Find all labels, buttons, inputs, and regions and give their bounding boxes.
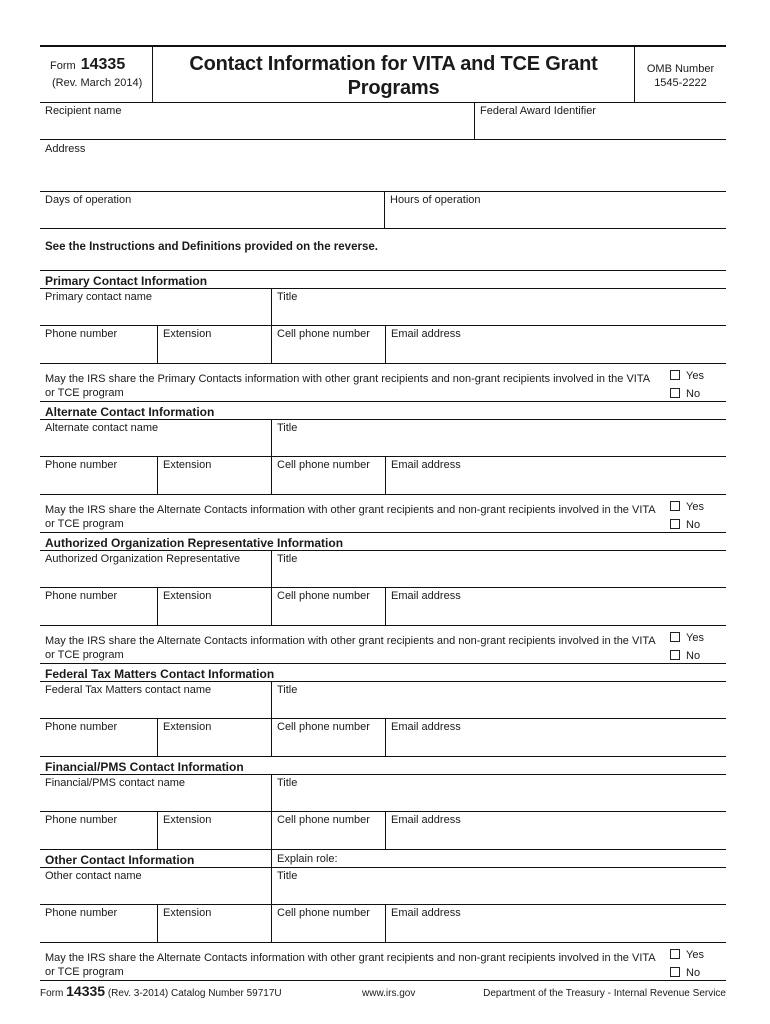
footer-department: Department of the Treasury - Internal Revenue Service — [483, 988, 726, 999]
other-share-yes[interactable] — [670, 946, 726, 964]
authorized-rep-name-field[interactable] — [40, 551, 271, 587]
financial-heading: Financial/PMS Contact Information — [40, 757, 726, 775]
other-title-label: Title — [277, 870, 298, 882]
federal-award-identifier-label: Federal Award Identifier — [480, 105, 596, 117]
alternate-phone-label: Phone number — [45, 459, 118, 471]
primary-phone-row — [40, 326, 726, 364]
federal-tax-extension-label: Extension — [163, 721, 212, 733]
authorized-cell-phone-label: Cell phone number — [277, 590, 370, 602]
alternate-email-field[interactable] — [385, 457, 726, 494]
primary-cell-phone-label: Cell phone number — [277, 328, 370, 340]
other-share-row — [40, 943, 726, 981]
other-extension-field[interactable] — [157, 905, 271, 942]
financial-name-row — [40, 775, 726, 812]
other-email-label: Email address — [391, 907, 461, 919]
federal-tax-title-label: Title — [277, 684, 298, 696]
financial-name-field[interactable] — [40, 775, 271, 811]
other-name-field[interactable] — [40, 868, 271, 904]
primary-contact-heading: Primary Contact Information — [40, 271, 726, 289]
financial-extension-label: Extension — [163, 814, 212, 826]
other-email-field[interactable] — [385, 905, 726, 942]
federal-tax-phone-label: Phone number — [45, 721, 118, 733]
no-label: No — [686, 519, 701, 531]
federal-tax-email-field[interactable] — [385, 719, 726, 756]
omb-label: OMB Number — [646, 63, 715, 75]
financial-phone-row — [40, 812, 726, 850]
authorized-extension-field[interactable] — [157, 588, 271, 625]
other-name-row — [40, 868, 726, 905]
primary-name-row — [40, 289, 726, 326]
alternate-extension-field[interactable] — [157, 457, 271, 494]
address-field[interactable] — [40, 140, 726, 191]
footer-form-label: Form — [40, 988, 64, 999]
authorized-cell-phone-field[interactable] — [271, 588, 385, 625]
other-phone-field[interactable] — [40, 905, 157, 942]
checkbox-icon[interactable] — [670, 967, 680, 977]
explain-role-field[interactable] — [271, 850, 726, 867]
footer-website: www.irs.gov — [362, 988, 416, 999]
form-14335 — [40, 45, 726, 981]
alternate-title-field[interactable] — [271, 420, 726, 456]
form-revision: (Rev. March 2014) — [52, 77, 143, 89]
alternate-extension-label: Extension — [163, 459, 212, 471]
alternate-share-no[interactable] — [670, 516, 726, 534]
authorized-share-question: May the IRS share the Alternate Contacts information with other grant recipients and non-grant recipients involved in the VITA or TCE program — [45, 635, 656, 661]
recipient-name-label: Recipient name — [45, 105, 122, 117]
other-share-question: May the IRS share the Alternate Contacts information with other grant recipients and non-grant recipients involved in the VITA or TCE program — [45, 952, 656, 978]
financial-cell-phone-label: Cell phone number — [277, 814, 370, 826]
form-label: Form — [50, 60, 76, 72]
other-contact-heading-row — [40, 850, 726, 868]
federal-award-identifier-field[interactable] — [474, 103, 726, 139]
primary-cell-phone-field[interactable] — [271, 326, 385, 363]
alternate-share-yes[interactable] — [670, 498, 726, 516]
federal-tax-phone-field[interactable] — [40, 719, 157, 756]
form-title: Contact Information for VITA and TCE Grant Programs — [189, 53, 598, 99]
primary-contact-name-label: Primary contact name — [45, 291, 152, 303]
form-number: 14335 — [80, 56, 126, 73]
federal-tax-title-field[interactable] — [271, 682, 726, 718]
other-extension-label: Extension — [163, 907, 212, 919]
primary-email-label: Email address — [391, 328, 461, 340]
explain-role-label: Explain role: — [277, 853, 338, 865]
alternate-share-question: May the IRS share the Alternate Contacts information with other grant recipients and non-grant recipients involved in the VITA or TCE program — [45, 504, 656, 530]
alternate-email-label: Email address — [391, 459, 461, 471]
authorized-email-field[interactable] — [385, 588, 726, 625]
checkbox-icon[interactable] — [670, 388, 680, 398]
checkbox-icon[interactable] — [670, 519, 680, 529]
primary-phone-label: Phone number — [45, 328, 118, 340]
primary-contact-name-field[interactable] — [40, 289, 271, 325]
form-header — [40, 45, 726, 103]
days-of-operation-field[interactable] — [40, 192, 384, 228]
hours-of-operation-field[interactable] — [384, 192, 726, 228]
footer-rev-catalog: (Rev. 3-2014) Catalog Number 59717U — [107, 988, 282, 999]
checkbox-icon[interactable] — [670, 370, 680, 380]
recipient-name-field[interactable] — [40, 103, 474, 139]
address-row — [40, 140, 726, 192]
no-label: No — [686, 388, 701, 400]
other-contact-heading: Other Contact Information — [45, 853, 195, 867]
other-cell-phone-label: Cell phone number — [277, 907, 370, 919]
authorized-share-yes[interactable] — [670, 629, 726, 647]
alternate-cell-phone-label: Cell phone number — [277, 459, 370, 471]
instructions-note: See the Instructions and Definitions provided on the reverse. — [40, 229, 726, 271]
federal-tax-heading: Federal Tax Matters Contact Information — [40, 664, 726, 682]
primary-phone-field[interactable] — [40, 326, 157, 363]
primary-title-label: Title — [277, 291, 298, 303]
form-footer — [40, 983, 726, 999]
checkbox-icon[interactable] — [670, 501, 680, 511]
yes-label: Yes — [686, 501, 704, 513]
federal-tax-email-label: Email address — [391, 721, 461, 733]
alternate-phone-row — [40, 457, 726, 495]
primary-share-question: May the IRS share the Primary Contacts information with other grant recipients and non-grant recipients involved in the VITA or TCE program — [45, 373, 650, 399]
alternate-phone-field[interactable] — [40, 457, 157, 494]
financial-phone-label: Phone number — [45, 814, 118, 826]
authorized-phone-field[interactable] — [40, 588, 157, 625]
federal-tax-phone-row — [40, 719, 726, 757]
other-phone-row — [40, 905, 726, 943]
other-cell-phone-field[interactable] — [271, 905, 385, 942]
omb-box — [634, 47, 726, 102]
financial-cell-phone-field[interactable] — [271, 812, 385, 849]
authorized-title-field[interactable] — [271, 551, 726, 587]
authorized-share-no[interactable] — [670, 647, 726, 665]
no-label: No — [686, 650, 701, 662]
authorized-name-row — [40, 551, 726, 588]
financial-email-field[interactable] — [385, 812, 726, 849]
yes-label: Yes — [686, 370, 704, 382]
checkbox-icon[interactable] — [670, 650, 680, 660]
alternate-contact-name-label: Alternate contact name — [45, 422, 159, 434]
primary-share-yes[interactable] — [670, 367, 726, 385]
primary-extension-field[interactable] — [157, 326, 271, 363]
other-name-label: Other contact name — [45, 870, 142, 882]
financial-title-label: Title — [277, 777, 298, 789]
authorized-rep-heading: Authorized Organization Representative Information — [40, 533, 726, 551]
no-label: No — [686, 967, 701, 979]
alternate-name-row — [40, 420, 726, 457]
authorized-rep-name-label: Authorized Organization Representative — [45, 553, 241, 565]
primary-title-field[interactable] — [271, 289, 726, 325]
omb-number: 1545-2222 — [654, 77, 707, 89]
alternate-title-label: Title — [277, 422, 298, 434]
financial-title-field[interactable] — [271, 775, 726, 811]
alternate-cell-phone-field[interactable] — [271, 457, 385, 494]
authorized-share-row — [40, 626, 726, 664]
primary-extension-label: Extension — [163, 328, 212, 340]
primary-email-field[interactable] — [385, 326, 726, 363]
federal-tax-name-label: Federal Tax Matters contact name — [45, 684, 212, 696]
address-label: Address — [45, 143, 86, 155]
operation-row — [40, 192, 726, 229]
authorized-phone-row — [40, 588, 726, 626]
form-id-box — [40, 47, 153, 102]
primary-share-row — [40, 364, 726, 402]
authorized-phone-label: Phone number — [45, 590, 118, 602]
authorized-extension-label: Extension — [163, 590, 212, 602]
recipient-row — [40, 103, 726, 140]
other-title-field[interactable] — [271, 868, 726, 904]
days-of-operation-label: Days of operation — [45, 194, 132, 206]
financial-phone-field[interactable] — [40, 812, 157, 849]
footer-form-number: 14335 — [66, 983, 106, 999]
authorized-title-label: Title — [277, 553, 298, 565]
yes-label: Yes — [686, 632, 704, 644]
other-share-no[interactable] — [670, 964, 726, 982]
federal-tax-extension-field[interactable] — [157, 719, 271, 756]
federal-tax-cell-phone-field[interactable] — [271, 719, 385, 756]
alternate-share-row — [40, 495, 726, 533]
federal-tax-name-field[interactable] — [40, 682, 271, 718]
federal-tax-cell-phone-label: Cell phone number — [277, 721, 370, 733]
other-phone-label: Phone number — [45, 907, 118, 919]
financial-name-label: Financial/PMS contact name — [45, 777, 186, 789]
authorized-email-label: Email address — [391, 590, 461, 602]
alternate-contact-heading: Alternate Contact Information — [40, 402, 726, 420]
alternate-contact-name-field[interactable] — [40, 420, 271, 456]
hours-of-operation-label: Hours of operation — [390, 194, 481, 206]
checkbox-icon[interactable] — [670, 949, 680, 959]
federal-tax-name-row — [40, 682, 726, 719]
yes-label: Yes — [686, 949, 704, 961]
financial-email-label: Email address — [391, 814, 461, 826]
checkbox-icon[interactable] — [670, 632, 680, 642]
financial-extension-field[interactable] — [157, 812, 271, 849]
primary-share-no[interactable] — [670, 385, 726, 403]
